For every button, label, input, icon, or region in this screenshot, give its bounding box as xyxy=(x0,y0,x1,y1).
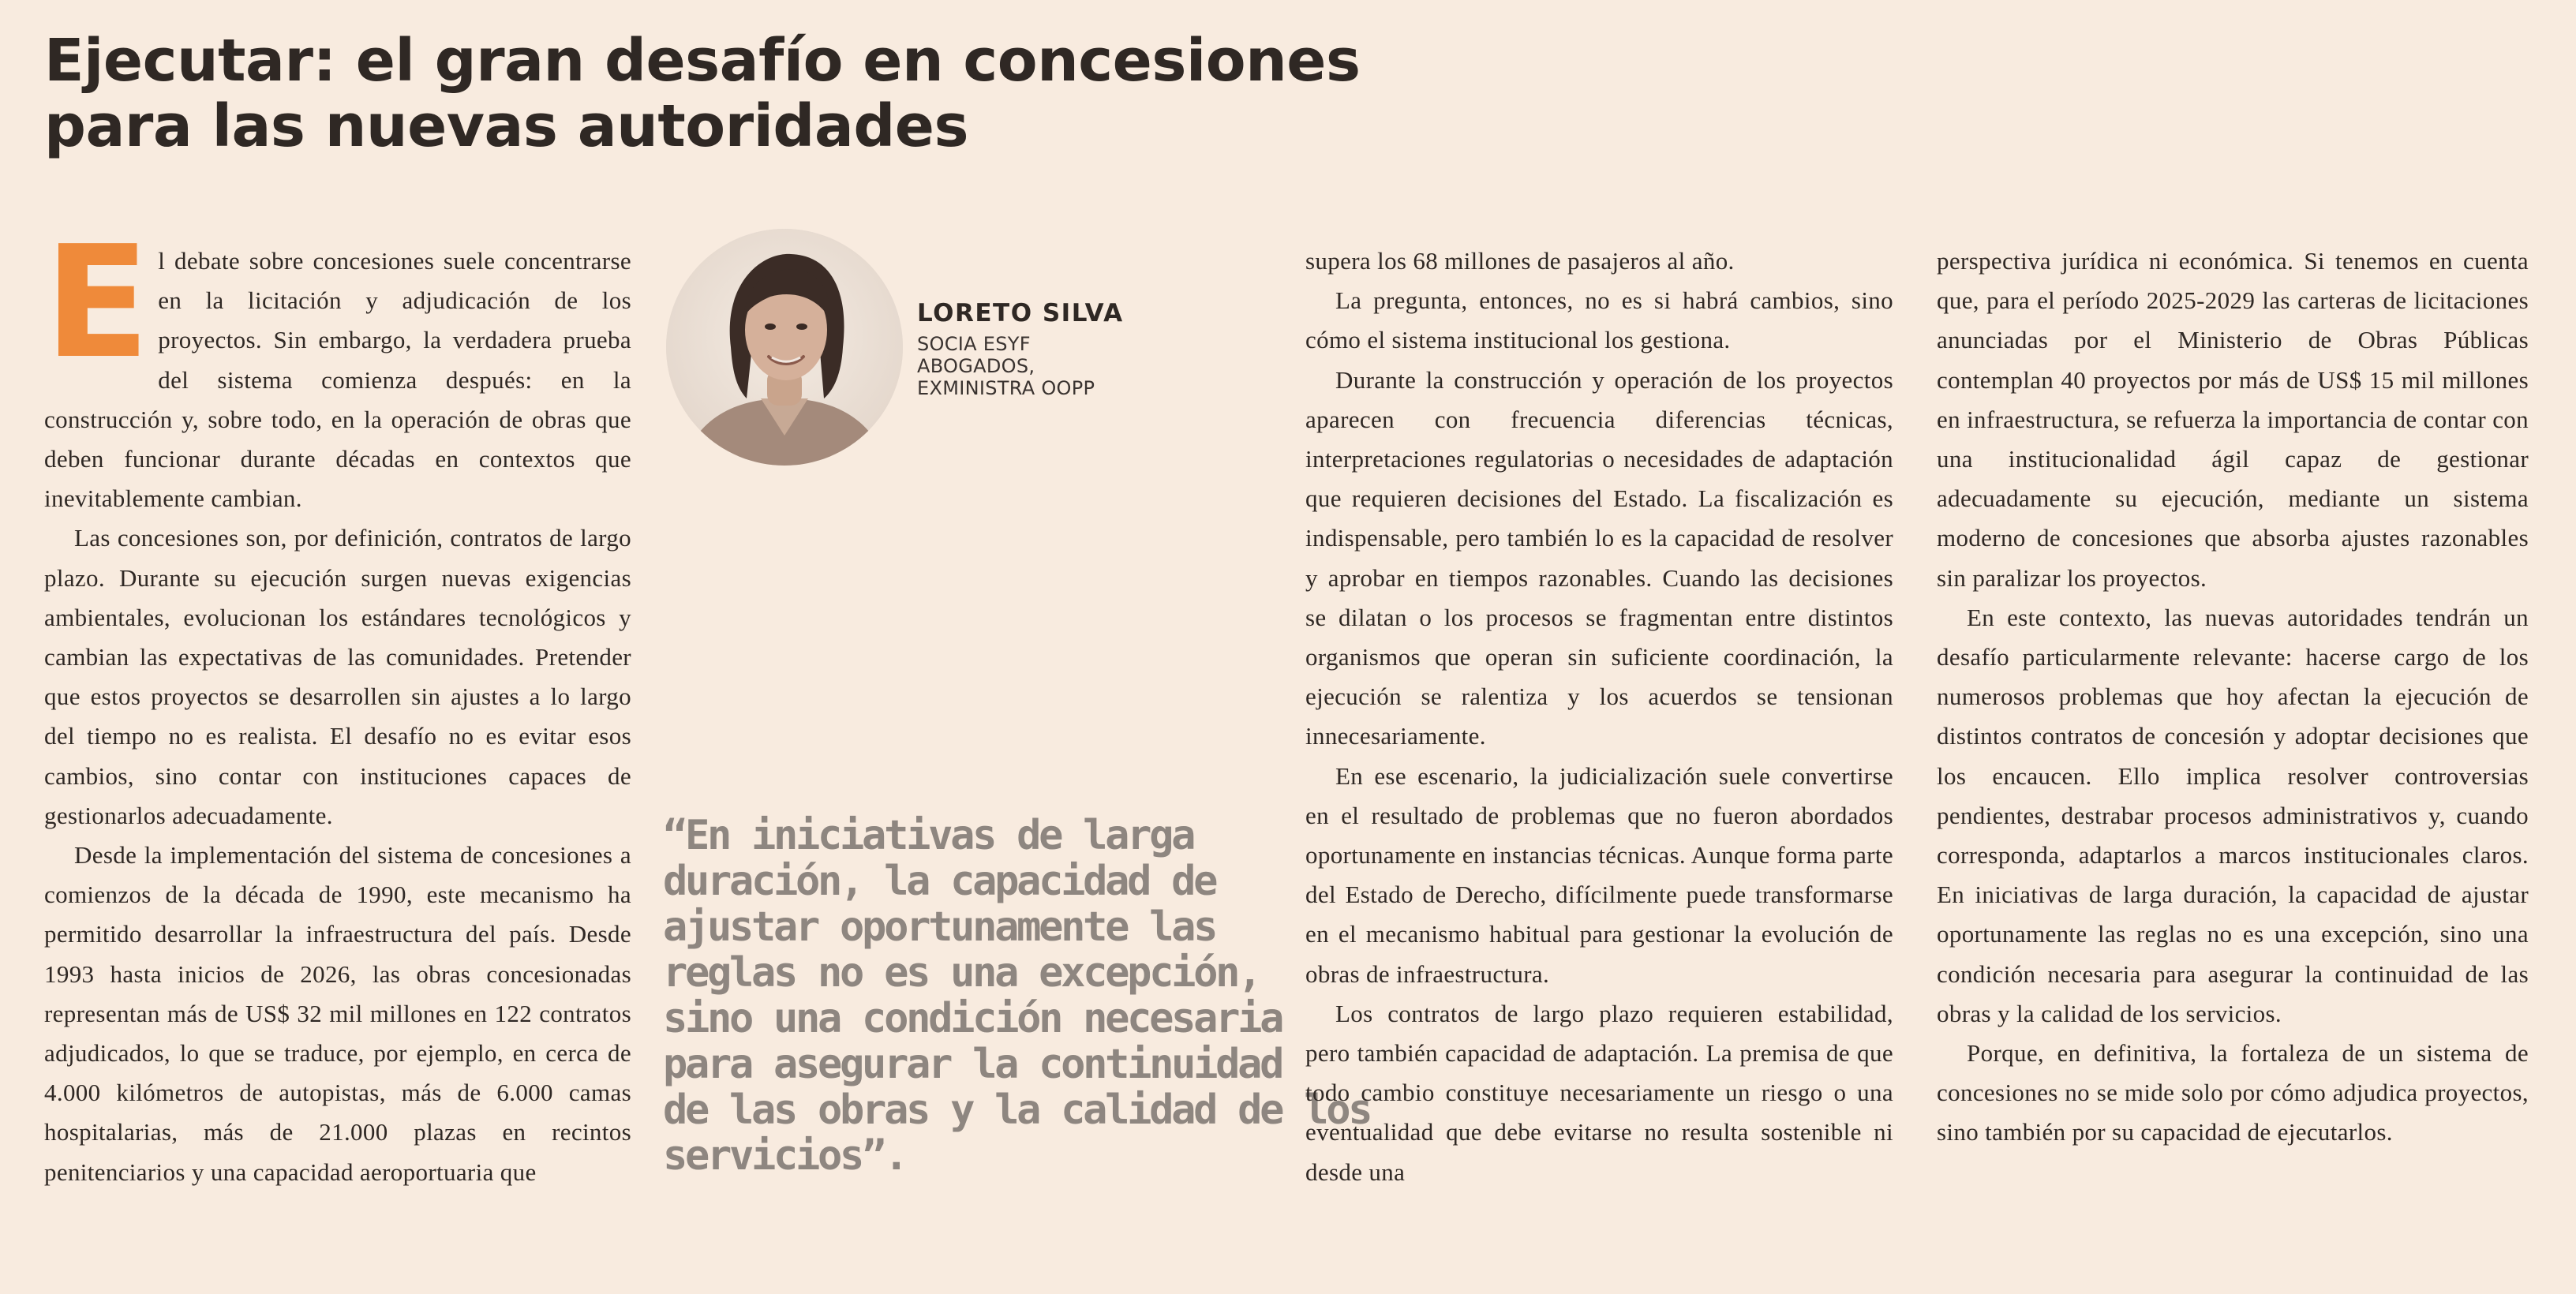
pull-quote-line: duración, la capacidad de xyxy=(663,858,1216,905)
paragraph: En ese escenario, la judicialización suele convertirse en el resultado de problemas que no fueron abordados oportunamente en instancias técnicas. Aunque forma parte del Estado de Derecho, difícilmente puede transformarse en el mecanismo habitual para gestionar la evolución de obras de infraestructura. xyxy=(1305,761,1893,988)
author-role-line: ABOGADOS, xyxy=(917,355,1035,377)
body-column-1 xyxy=(44,213,631,1192)
paragraph-text: l debate sobre concesiones suele concentrarse en la licitación y adjudicación de los proyectos. Sin embargo, la verdadera prueba del sistema comienza después: en la construcción y, sobre todo, en la operación de obras que deben funcionar durante décadas en contextos que inevitablemente cambian. xyxy=(44,247,631,513)
author-byline xyxy=(917,298,1154,399)
paragraph: perspectiva jurídica ni económica. Si tenemos en cuenta que, para el período 2025-2029 las carteras de licitaciones anunciadas por el Ministerio de Obras Públicas contemplan 40 proyectos por más de US$ 15 mil millones en infraestructura, se refuerza la importancia de contar con una institucionalidad ágil capaz de gestionar adecuadamente su ejecución, mediante un sistema moderno de concesiones que absorba ajustes razonables sin paralizar los proyectos. xyxy=(1937,247,2529,592)
author-role xyxy=(917,333,1154,399)
title-line-1: Ejecutar: el gran desafío en concesiones xyxy=(44,27,1361,95)
pull-quote-line: de las obras y la calidad de los xyxy=(663,1086,1371,1134)
pull-quote-line: sino una condición necesaria xyxy=(663,995,1282,1042)
pull-quote xyxy=(663,812,1371,1180)
paragraph: supera los 68 millones de pasajeros al año. xyxy=(1305,247,1735,275)
paragraph: Desde la implementación del sistema de concesiones a comienzos de la década de 1990, este mecanismo ha permitido desarrollar la infraestructura del país. Desde 1993 hasta inicios de 2026, las obras concesionadas representan más de US$ 32 mil millones en 122 contratos adjudicados, lo que se traduce, por ejemplo, en cerca de 4.000 kilómetros de autopistas, más de 6.000 camas hospitalarias, más de 21.000 plazas en recintos penitenciarios y una capacidad aeroportuaria que xyxy=(44,841,631,1186)
paragraph: En este contexto, las nuevas autoridades tendrán un desafío particularmente relevante: hacerse cargo de los numerosos problemas que hoy afectan la ejecución de distintos contratos de concesión y adoptar decisiones que los encaucen. Ello implica resolver controversias pendientes, destrabar procesos administrativos y, cuando corresponda, adaptarlos a marcos institucionales claros. En iniciativas de larga duración, la capacidad de ajustar oportunamente las reglas no es una excepción, sino una condición necesaria para asegurar la continuidad de las obras y la calidad de los servicios. xyxy=(1937,603,2529,1027)
pull-quote-line: reglas no es una excepción, xyxy=(663,949,1260,997)
author-name: LORETO SILVA xyxy=(917,299,1124,327)
pull-quote-line: “En iniciativas de larga xyxy=(663,812,1194,859)
paragraph: La pregunta, entonces, no es si habrá cambios, sino cómo el sistema institucional los gestiona. xyxy=(1305,286,1893,354)
body-column-3 xyxy=(1937,241,2529,1153)
author-role-line: SOCIA ESYF xyxy=(917,333,1031,355)
title-line-2: para las nuevas autoridades xyxy=(44,92,969,160)
author-role-line: EXMINISTRA OOPP xyxy=(917,377,1095,399)
pull-quote-line: para asegurar la continuidad xyxy=(663,1041,1282,1088)
body-column-2 xyxy=(1305,241,1893,1192)
pull-quote-line: servicios”. xyxy=(663,1132,907,1180)
article-title xyxy=(44,28,1386,159)
pull-quote-line: ajustar oportunamente las xyxy=(663,903,1216,951)
author-portrait-illustration xyxy=(666,229,903,466)
paragraph: Durante la construcción y operación de los proyectos aparecen con frecuencia diferencias técnicas, interpretaciones regulatorias o necesidades de adaptación que requieren decisiones del Estado. La fiscalización es indispensable, pero también lo es la capacidad de resolver y aprobar en tiempos razonables. Cuando las decisiones se dilatan o los procesos se fragmentan entre distintos organismos que operan sin suficiente coordinación, la ejecución se ralentiza y los acuerdos se tensionan innecesariamente. xyxy=(1305,365,1893,750)
paragraph xyxy=(44,213,631,518)
paragraph: Los contratos de largo plazo requieren estabilidad, pero también capacidad de adaptación. La premisa de que todo cambio constituye necesariamente un riesgo o una eventualidad que debe evitarse no resulta sostenible ni desde una xyxy=(1305,999,1893,1186)
author-photo xyxy=(666,229,903,466)
drop-cap: E xyxy=(44,213,151,393)
paragraph: Las concesiones son, por definición, contratos de largo plazo. Durante su ejecución surgen nuevas exigencias ambientales, evolucionan los estándares tecnológicos y cambian las expectativas de las comunidades. Pretender que estos proyectos se desarrollen sin ajustes a lo largo del tiempo no es realista. El desafío no es evitar esos cambios, sino contar con instituciones capaces de gestionarlos adecuadamente. xyxy=(44,524,631,829)
paragraph: Porque, en definitiva, la fortaleza de un sistema de concesiones no se mide solo por cómo adjudica proyectos, sino también por su capacidad de ejecutarlos. xyxy=(1937,1039,2529,1146)
